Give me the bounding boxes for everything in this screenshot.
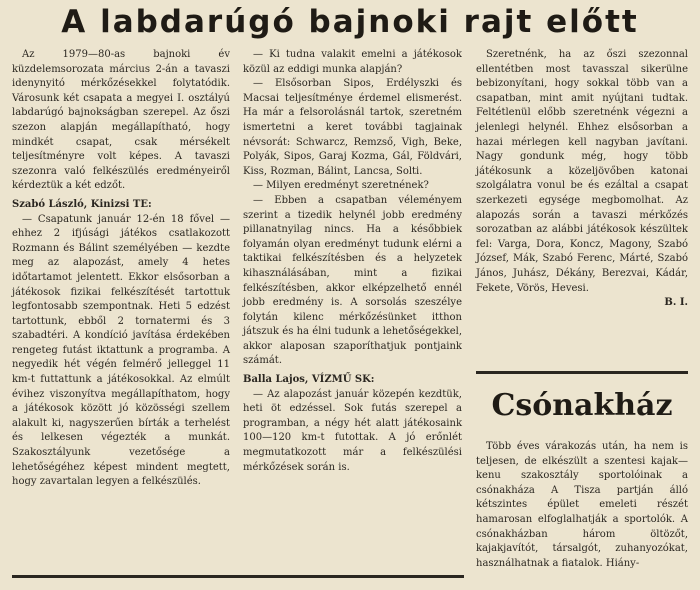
article-column-1 (12, 48, 230, 490)
bottom-divider (12, 575, 464, 578)
article-column-3 (476, 48, 688, 311)
article-continuation: Szeretnénk, ha az őszi szezonnal ellentétben most tavasszal sikerülne bebizonyítani, hogy sokkal több van a csapatban, mint amit nyújtani tudtak. Feltétlenül előbb szeretnénk végezni a jelenlegi helynél. Ehhez elsősorban a hazai mérlegen kell nagyban javítani. Nagy gondunk még, hogy több játékosunk a közeljövőben katonai szolgálatra vonul be és ezáltal a csapat szerkezeti egysége megbomolhat. Az alapozás során a tavaszi mérkőzés sorozatban az alábbi játékosok készültek fel: Varga, Dora, Koncz, Magony, Szabó József, Mák, Szabó Ferenc, Márté, Szabó János, Juhász, Dékány, Berezvai, Kádár, Fekete, Vörös, Hevesi. (476, 49, 688, 294)
answer-2: — Ebben a csapatban véleményem szerint a tizedik helynél jobb eredmény pillanatnyilag nincs. Ha a későbbiek folyamán olyan eredményt tudunk elérni a taktikai felkészítésben és a helyzetek kihasználásában, mint a fizikai felkészítésben, akkor elképzelhető ennél jobb eredmény is. A sorsolás szeszélye folytán kilenc mérkőzésünket itthon játszuk és ha élni tudunk a lehetőségekkel, akkor alaposan szaporíthatjuk pontjaink számát. (243, 194, 462, 367)
box-text: Több éves várakozás után, ha nem is teljesen, de elkészült a szentesi kajak—kenu szakosztály sportolóinak a csónakháza A Tisza partján álló kétszintes épület emeleti részét hamarosan elfoglalhatják a sportolók. A csónakházban három öltözőt, kajakjavítót, társalgót, zuhanyozókat, használhatnak a fiatalok. Hiány- (476, 441, 688, 569)
answer-1b: — Elsősorban Sipos, Erdélyszki és Macsai teljesítménye érdemel elismerést. Ha már a felsorolásnál tartok, szeretném ismertetni a keret további tagjainak névsorát: Schwarcz, Remzső, Vigh, Beke, Polyák, Sipos, Garaj Kozma, Gál, Földvári, Kiss, Rozman, Bálint, Lancsa, Solti. (243, 78, 462, 177)
interviewee-1: Szabó László, Kinizsi TE: (12, 198, 152, 210)
answer-1: — Csapatunk január 12-én 18 fővel — ehhez 2 ifjúsági játékos csatlakozott Rozmann és Bálint személyében — kezdte meg az alapozást, amely 4 hetes időtartamot jelentett. Ekkor elsősorban a játékosok fizikai felkészítését tartottuk legfontosabb szempontnak. Heti 5 edzést tartottunk, ebből 2 tornatermi és 3 szabadtéri. A kondíció javítása érdekében rengeteg futást iktattunk a programba. A negyedik hét végén felmérő jelleggel 11 km-t futtattunk a játékosokkal. Az elmúlt évihez viszonyítva megállapíthatom, hogy a játékosok között jó közösségi szellem alakult ki, nagyszerűen bírták a terhelést és lelkesen végezték a munkát. Szakosztályunk vezetősége a lehetőségéhez képest mindent megtett, hogy zavartalan legyen a felkészülés. (12, 213, 230, 488)
author-signature: B. I. (664, 297, 688, 309)
question-2: — Milyen eredményt szeretnének? (253, 180, 429, 192)
headline: A labdarúgó bajnoki rajt előtt (61, 4, 639, 40)
answer-3: — Az alapozást január közepén kezdtük, heti öt edzéssel. Sok futás szerepel a programban, a négy hét alatt játékosaink 100—120 km-t futottak. A jó erőnlét megmutatkozott már a felkészülési mérkőzések során is. (243, 388, 462, 473)
box-title: Csónakház (491, 388, 673, 423)
section-divider (476, 371, 688, 374)
box-article (476, 440, 688, 571)
article-column-2 (243, 48, 462, 475)
article-intro: Az 1979—80-as bajnoki év küzdelemsorozata március 2-án a tavaszi idenynyitó mérkőzésekkel folytatódik. Városunk két csapata a megyei I. osztályú labdarúgó bajnokságban szerepel. Az őszi szezon alapján megállapítható, hogy mindkét csapat, csak mérsékelt teljesítményre volt képes. A tavaszi szezonra való felkészülés eredményeiről kérdeztük a két edzőt. (12, 49, 230, 192)
question-1: — Ki tudna valakit emelni a játékosok közül az eddigi munka alapján? (243, 49, 462, 75)
interviewee-2: Balla Lajos, VÍZMŰ SK: (243, 374, 375, 386)
